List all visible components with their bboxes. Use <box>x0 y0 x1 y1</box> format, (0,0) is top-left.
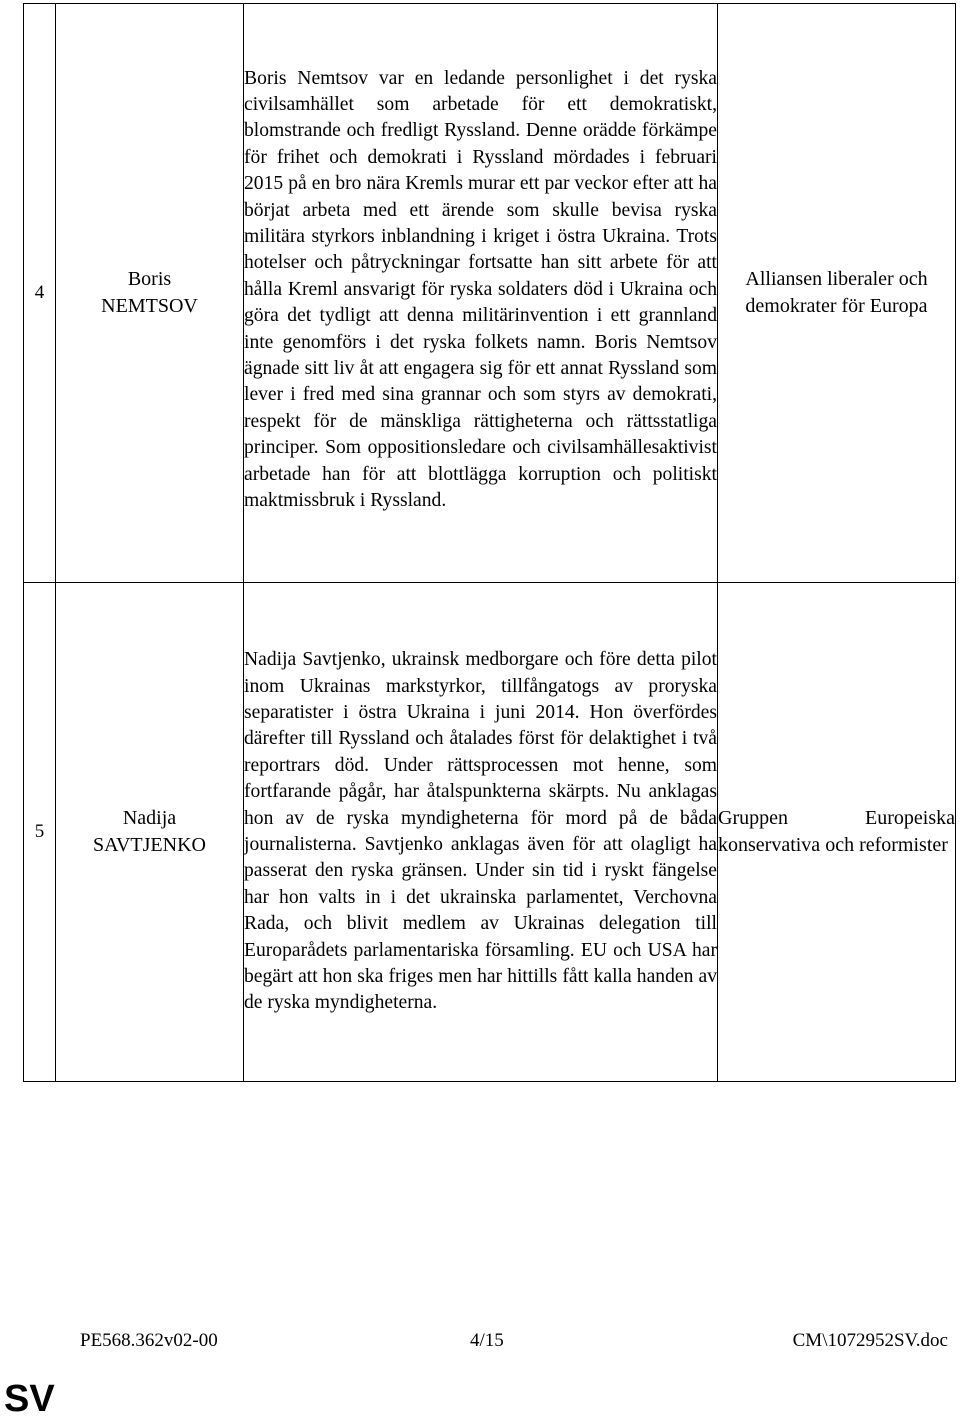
nominee-name <box>56 583 244 1082</box>
nominee-description: Nadija Savtjenko, ukrainsk medborgare och före detta pilot inom Ukrainas markstyrkor, tillfångatogs av proryska separatister i östra Ukraina i juni 2014. Hon överfördes därefter till Ryssland och åtalades först för delaktighet i två reportrars död. Under rättsprocessen mot henne, som fortfarande pågår, har åtalspunkterna skärpts. Nu anklagas hon av de ryska myndigheterna för mord på de båda journalisterna. Savtjenko anklagas även för att olagligt ha passerat den ryska gränsen. Under sin tid i ryskt fängelse har hon valts in i det ukrainska parlamentet, Verchovna Rada, och blivit medlem av Ukrainas delegation till Europarådets parlamentariska församling. EU och USA har begärt att hon ska friges men har hittills fått kalla handen av de ryska myndigheterna. <box>244 583 718 1082</box>
nominees-table <box>23 3 956 1082</box>
footer-doc-ref: PE568.362v02-00 <box>80 1330 218 1351</box>
row-number: 5 <box>24 583 56 1082</box>
nominee-last-name: SAVTJENKO <box>93 834 206 856</box>
table-row <box>24 4 956 583</box>
nominating-group: Alliansen liberaler och demokrater för Europa <box>718 4 956 583</box>
language-code: SV <box>4 1378 55 1420</box>
footer-file-name: CM\1072952SV.doc <box>792 1330 948 1351</box>
nominating-group: Gruppen Europeiska konservativa och reformister <box>718 583 956 1082</box>
nominee-last-name: NEMTSOV <box>101 295 198 317</box>
footer-page-number: 4/15 <box>470 1330 504 1351</box>
nominee-name <box>56 4 244 583</box>
row-number: 4 <box>24 4 56 583</box>
table-row <box>24 583 956 1082</box>
nominee-first-name: Boris <box>127 268 172 290</box>
nominee-description: Boris Nemtsov var en ledande personlighet i det ryska civilsamhället som arbetade för ett demokratiskt, blomstrande och fredligt Ryssland. Denne orädde förkämpe för frihet och demokrati i Ryssland mördades i februari 2015 på en bro nära Kremls murar ett par veckor efter att ha börjat arbeta med ett ärende som skulle bevisa ryska militära styrkors inblandning i kriget i östra Ukraina. Trots hotelser och påtryckningar fortsatte han sitt arbete för att hålla Kreml ansvarigt för ryska soldaters död i Ukraina och göra det tydligt att denna militärinvention i ett grannland inte genomförs i det ryska folkets namn. Boris Nemtsov ägnade sitt liv åt att engagera sig för ett annat Ryssland som lever i fred med sina grannar och som styrs av demokrati, respekt för de mänskliga rättigheterna och rättsstatliga principer. Som oppositionsledare och civilsamhällesaktivist arbetade han för att blottlägga korruption och politiskt maktmissbruk i Ryssland. <box>244 4 718 583</box>
nominee-first-name: Nadija <box>122 807 177 829</box>
